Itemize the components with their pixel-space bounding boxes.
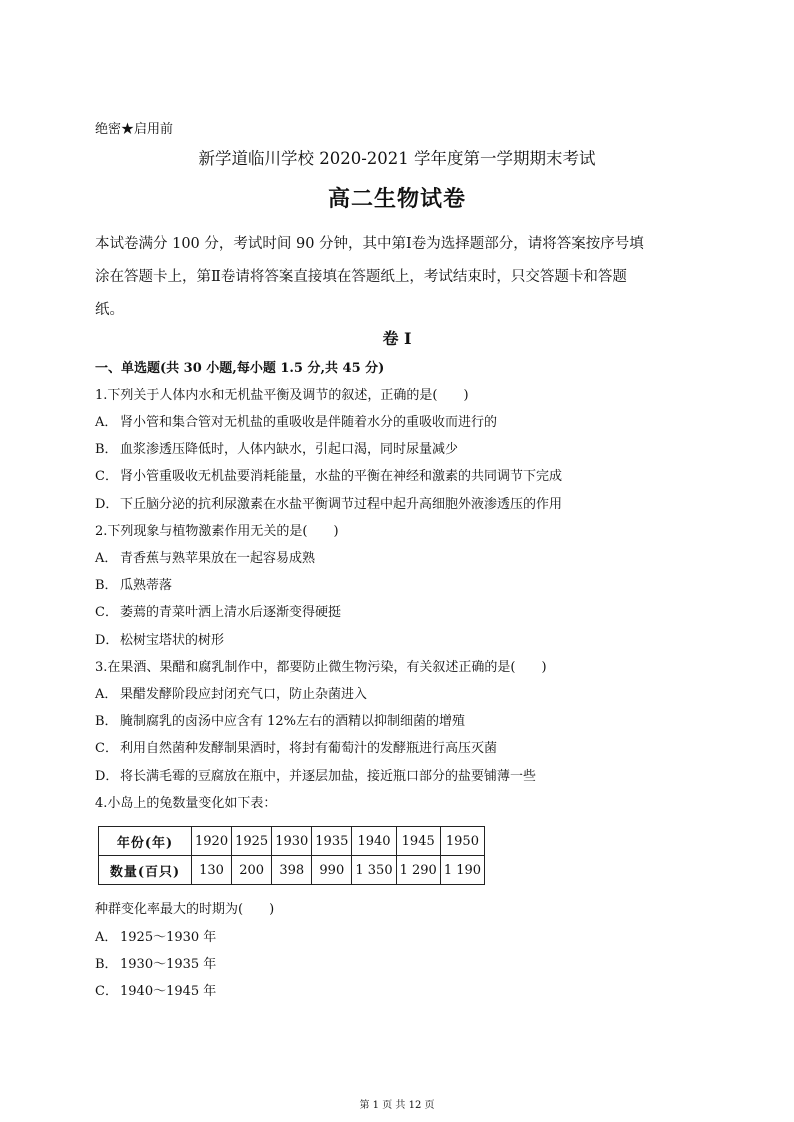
table-header-count: 数量(百只) [99,856,192,885]
question-2-option-d: D． 松树宝塔状的树形 [95,633,225,648]
question-3-stem: 3.在果酒、果醋和腐乳制作中，都要防止微生物污染，有关叙述正确的是( ) [95,660,547,675]
confidential-mark: 绝密★启用前 [95,122,174,137]
table-cell-count: 1 290 [396,856,440,885]
table-row-years [99,827,485,856]
table-cell-count: 990 [312,856,352,885]
question-4-question: 种群变化率最大的时期为( ) [95,902,275,917]
table-cell-count: 398 [272,856,312,885]
instructions-line-1: 本试卷满分 100 分，考试时间 90 分钟，其中第Ⅰ卷为选择题部分，请将答案按序号填 [95,236,644,252]
table-cell-year: 1930 [272,827,312,856]
table-cell-count: 200 [232,856,272,885]
page-footer: 第 1 页 共 12 页 [359,1100,435,1111]
table-cell-year: 1925 [232,827,272,856]
table-cell-count: 1 190 [440,856,484,885]
instructions-line-2: 涂在答题卡上，第Ⅱ卷请将答案直接填在答题纸上，考试结束时，只交答题卡和答题 [95,269,627,285]
question-2-stem: 2.下列现象与植物激素作用无关的是( ) [95,524,339,539]
question-1-option-c: C． 肾小管重吸收无机盐要消耗能量，水盐的平衡在神经和激素的共同调节下完成 [95,469,563,484]
question-1-option-b: B． 血浆渗透压降低时，人体内缺水，引起口渴，同时尿量减少 [95,442,459,457]
table-cell-year: 1940 [352,827,396,856]
table-cell-year: 1920 [192,827,232,856]
question-1-option-d: D． 下丘脑分泌的抗利尿激素在水盐平衡调节过程中起升高细胞外液渗透压的作用 [95,497,563,512]
question-3-option-b: B． 腌制腐乳的卤汤中应含有 12%左右的酒精以抑制细菌的增殖 [95,714,466,729]
question-1-option-a: A． 肾小管和集合管对无机盐的重吸收是伴随着水分的重吸收而进行的 [95,415,498,430]
question-2-option-c: C． 萎蔫的青菜叶洒上清水后逐渐变得硬挺 [95,605,342,620]
table-cell-year: 1950 [440,827,484,856]
volume-heading: 卷 I [382,329,412,348]
school-exam-heading: 新学道临川学校 2020-2021 学年度第一学期期末考试 [198,149,596,168]
question-3-option-c: C． 利用自然菌种发酵制果酒时，将封有葡萄汁的发酵瓶进行高压灭菌 [95,741,498,756]
question-1-stem: 1.下列关于人体内水和无机盐平衡及调节的叙述，正确的是( ) [95,388,469,403]
instructions-line-3: 纸。 [95,302,124,318]
question-4-option-b: B． 1930～1935 年 [95,957,217,972]
question-2-option-a: A． 青香蕉与熟苹果放在一起容易成熟 [95,551,316,566]
question-4-stem: 4.小岛上的兔数量变化如下表： [95,796,277,811]
rabbit-population-table [98,826,485,885]
table-row-counts [99,856,485,885]
question-4-option-c: C． 1940～1945 年 [95,984,217,999]
table-header-year: 年份(年) [99,827,192,856]
table-cell-year: 1935 [312,827,352,856]
question-3-option-a: A． 果醋发酵阶段应封闭充气口，防止杂菌进入 [95,687,368,702]
table-cell-year: 1945 [396,827,440,856]
paper-title: 高二生物试卷 [327,186,466,212]
instructions [95,228,707,327]
question-4-option-a: A． 1925～1930 年 [95,930,217,945]
section-heading: 一、单选题(共 30 小题,每小题 1.5 分,共 45 分) [95,361,385,376]
question-2-option-b: B． 瓜熟蒂落 [95,578,173,593]
table-cell-count: 130 [192,856,232,885]
question-3-option-d: D． 将长满毛霉的豆腐放在瓶中，并逐层加盐，接近瓶口部分的盐要铺薄一些 [95,769,537,784]
table-cell-count: 1 350 [352,856,396,885]
